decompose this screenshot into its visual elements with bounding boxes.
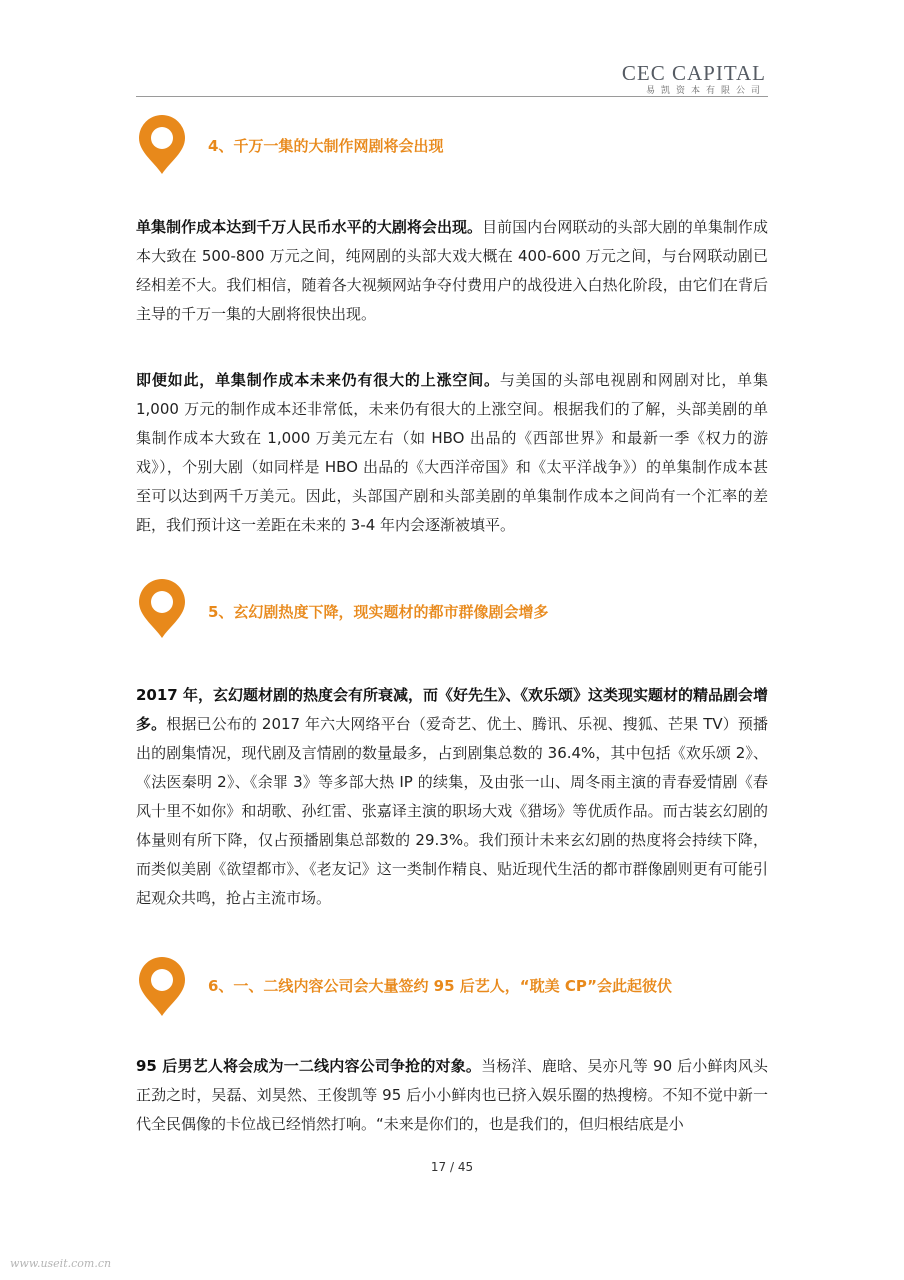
section-6-title: 6、一、二线内容公司会大量签约 95 后艺人，“耽美 CP”会此起彼伏 (208, 977, 672, 995)
section-5-paragraph-1 (136, 681, 768, 913)
logo-subtitle: 易凯资本有限公司 (645, 86, 766, 96)
location-pin-icon (136, 956, 188, 1018)
paragraph-lead: 95 后男艺人将会成为一二线内容公司争抢的对象。 (136, 1057, 482, 1075)
section-4-title: 4、千万一集的大制作网剧将会出现 (208, 137, 444, 155)
section-5-title: 5、玄幻剧热度下降，现实题材的都市群像剧会增多 (208, 603, 549, 621)
paragraph-lead: 即便如此，单集制作成本未来仍有很大的上涨空间。 (136, 371, 500, 389)
paragraph-lead: 2017 年，玄幻题材剧的热度会有所衰减，而《好先生》、《欢乐颂》这类现实题材的精品剧会增多。 (136, 686, 768, 733)
paragraph-body: 目前国内台网联动的头部大剧的单集制作成本大致在 500-800 万元之间，纯网剧的头部大戏大概在 400-600 万元之间，与台网联动剧已经相差不大。我们相信，随着各大视频网站争夺付费用户的战役进入白热化阶段，由它们在背后主导的千万一集的大剧将很快出现。 (136, 218, 768, 323)
watermark: www.useit.com.cn (10, 1257, 112, 1270)
header-divider (136, 96, 768, 97)
section-5-heading (136, 578, 776, 640)
location-pin-icon (136, 578, 188, 640)
logo-title: CEC CAPITAL (621, 61, 766, 85)
page-number: 17 / 45 (430, 1160, 474, 1174)
section-4-paragraph-1 (136, 213, 768, 329)
section-6-paragraph-1 (136, 1052, 768, 1139)
section-4-paragraph-2 (136, 366, 768, 540)
location-pin-icon (136, 114, 188, 176)
paragraph-body: 与美国的头部电视剧和网剧对比，单集 1,000 万元的制作成本还非常低，未来仍有很大的上涨空间。根据我们的了解，头部美剧的单集制作成本大致在 1,000 万美元左右（如 HBO 出品的《西部世界》和最新一季《权力的游戏》），个别大剧（如同样是 HBO 出品的《大西洋帝国》和《太平洋战争》）的单集制作成本甚至可以达到两千万美元。因此，头部国产剧和头部美剧的单集制作成本之间尚有一个汇率的差距，我们预计这一差距在未来的 3-4 年内会逐渐被填平。 (136, 371, 768, 534)
paragraph-body: 根据已公布的 2017 年六大网络平台（爱奇艺、优土、腾讯、乐视、搜狐、芒果 TV）预播出的剧集情况，现代剧及言情剧的数量最多，占到剧集总数的 36.4%，其中包括《欢乐颂 2》、《法医秦明 2》、《余罪 3》等多部大热 IP 的续集，及由张一山、周冬雨主演的青春爱情剧《春风十里不如你》和胡歌、孙红雷、张嘉译主演的职场大戏《猎场》等优质作品。而古装玄幻剧的体量则有所下降，仅占预播剧集总部数的 29.3%。我们预计未来玄幻剧的热度将会持续下降，而类似美剧《欲望都市》、《老友记》这一类制作精良、贴近现代生活的都市群像剧则更有可能引起观众共鸣，抢占主流市场。 (136, 715, 768, 907)
section-4-heading (136, 114, 776, 176)
paragraph-body: 当杨洋、鹿晗、吴亦凡等 90 后小鲜肉风头正劲之时，吴磊、刘昊然、王俊凯等 95 后小小鲜肉也已挤入娱乐圈的热搜榜。不知不觉中新一代全民偶像的卡位战已经悄然打响。“未来是你们的，也是我们的，但归根结底是小 (136, 1057, 769, 1133)
section-6-heading (136, 956, 776, 1018)
header-logo (622, 62, 766, 97)
paragraph-lead: 单集制作成本达到千万人民币水平的大剧将会出现。 (136, 218, 483, 236)
